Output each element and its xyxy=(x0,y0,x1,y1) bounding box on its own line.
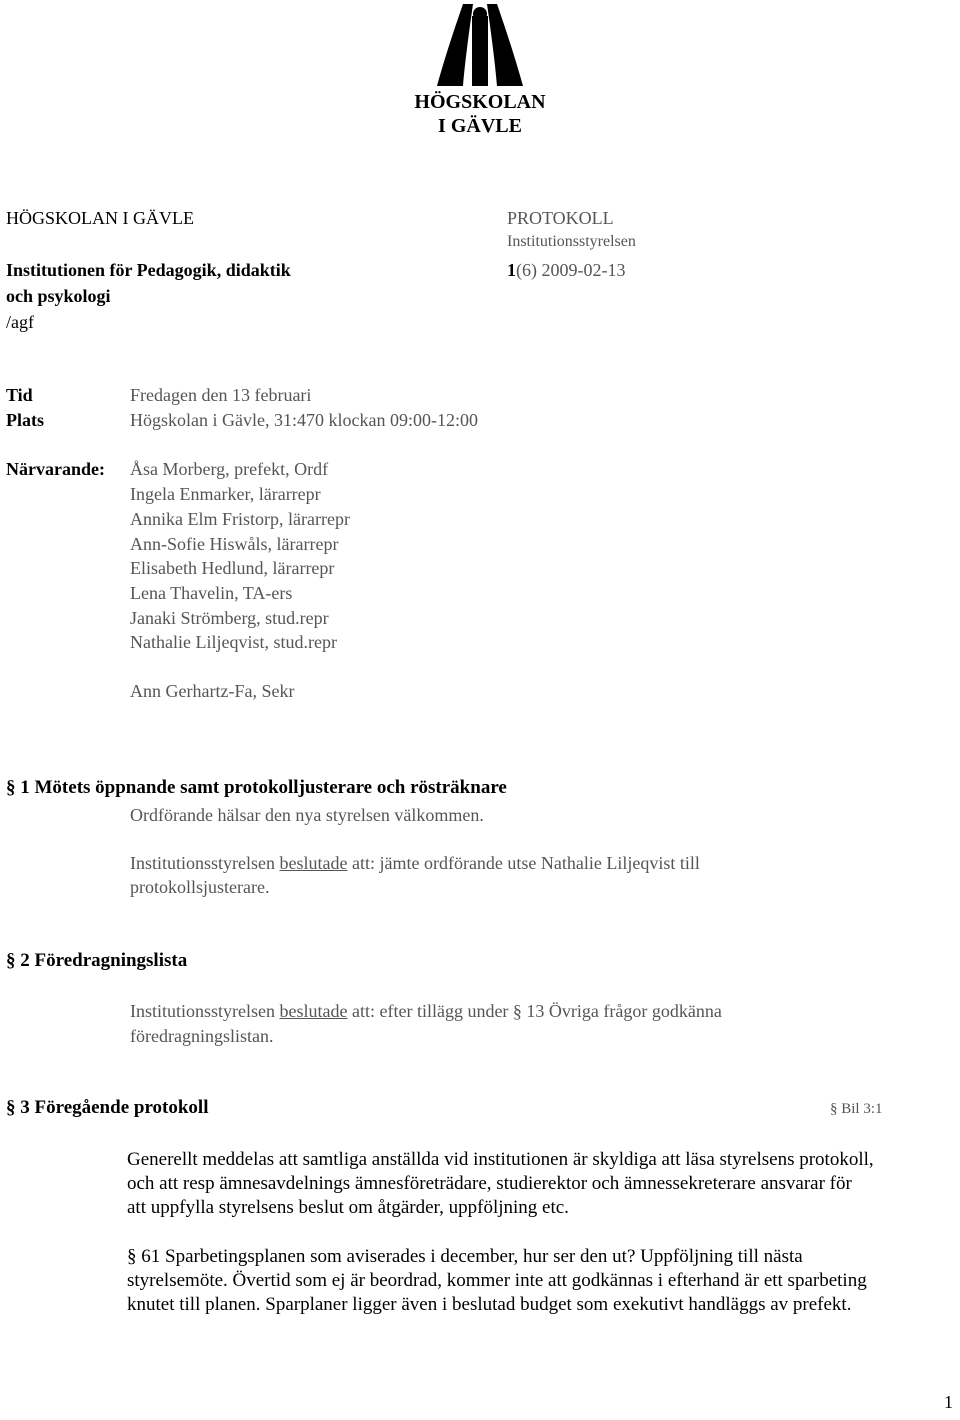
page-index: 1 xyxy=(507,260,516,280)
plats-label: Plats xyxy=(6,410,44,430)
department-line1: Institutionen för Pedagogik, didaktik xyxy=(6,260,291,280)
present-8: Nathalie Liljeqvist, stud.repr xyxy=(130,632,337,652)
section-3-paragraph-1-line-1: Generellt meddelas att samtliga anställda vid institutionen är skyldiga att läsa styrelsens protokoll, xyxy=(127,1149,874,1170)
present-2: Ingela Enmarker, lärarrepr xyxy=(130,484,321,504)
decision-body-prefix: Institutionsstyrelsen xyxy=(130,853,280,873)
section-1-decision xyxy=(130,851,700,875)
decision-body-prefix: Institutionsstyrelsen xyxy=(130,1001,280,1021)
university-logo-mark xyxy=(425,2,535,86)
present-5: Elisabeth Hedlund, lärarrepr xyxy=(130,558,335,578)
document-type: PROTOKOLL xyxy=(507,208,614,228)
section-3-paragraph-2-line-3: knutet till planen. Sparplaner ligger även i beslutad budget som exekutivt handläggs av prefekt. xyxy=(127,1294,852,1315)
section-3-paragraph-1-line-2: och att resp ämnesavdelnings ämnesföreträdare, studierektor och ämnessekreterare ansvarar för xyxy=(127,1173,852,1194)
section-2-decision-line2: föredragningslistan. xyxy=(130,1026,274,1046)
logo-text-line2: I GÄVLE xyxy=(438,115,522,137)
decision-keyword: beslutade xyxy=(279,1001,348,1021)
reference: /agf xyxy=(6,312,34,332)
present-3: Annika Elm Fristorp, lärarrepr xyxy=(130,509,350,529)
department-line2: och psykologi xyxy=(6,286,111,306)
board-name: Institutionsstyrelsen xyxy=(507,233,636,250)
section-1-heading: § 1 Mötets öppnande samt protokolljusterare och rösträknare xyxy=(6,777,507,798)
logo-text-line1: HÖGSKOLAN xyxy=(414,91,546,113)
present-4: Ann-Sofie Hiswåls, lärarrepr xyxy=(130,534,339,554)
present-1: Åsa Morberg, prefekt, Ordf xyxy=(130,459,329,479)
decision-text: att: jämte ordförande utse Nathalie Liljeqvist till xyxy=(347,853,700,873)
present-6: Lena Thavelin, TA-ers xyxy=(130,583,293,603)
section-3-paragraph-2-line-2: styrelsemöte. Övertid som ej är beordrad, kommer inte att godkännas i efterhand är ett sparbeting xyxy=(127,1270,867,1291)
section-3-paragraph-1-line-3: att uppfylla styrelsens beslut om åtgärder, uppföljning etc. xyxy=(127,1197,569,1218)
section-2-decision xyxy=(130,999,722,1023)
section-3-paragraph-2-line-1: § 61 Sparbetingsplanen som aviserades i december, hur ser den ut? Uppföljning till nästa xyxy=(127,1246,803,1267)
decision-text: att: efter tillägg under § 13 Övriga frågor godkänna xyxy=(347,1001,722,1021)
org-name: HÖGSKOLAN I GÄVLE xyxy=(6,208,194,228)
section-3-heading: § 3 Föregående protokoll xyxy=(6,1097,209,1118)
section-1-text-1: Ordförande hälsar den nya styrelsen välkommen. xyxy=(130,805,484,825)
attachment-reference: § Bil 3:1 xyxy=(830,1101,883,1117)
plats-value: Högskolan i Gävle, 31:470 klockan 09:00-12:00 xyxy=(130,410,478,430)
section-2-heading: § 2 Föredragningslista xyxy=(6,950,188,971)
page-date-text: (6) 2009-02-13 xyxy=(516,260,626,280)
page-date xyxy=(507,258,625,282)
page-number: 1 xyxy=(944,1392,953,1412)
present-label: Närvarande: xyxy=(6,459,105,479)
present-7: Janaki Strömberg, stud.repr xyxy=(130,608,329,628)
decision-keyword: beslutade xyxy=(279,853,348,873)
tid-value: Fredagen den 13 februari xyxy=(130,385,312,405)
secretary: Ann Gerhartz-Fa, Sekr xyxy=(130,681,295,701)
section-1-decision-line2: protokollsjusterare. xyxy=(130,877,270,897)
tid-label: Tid xyxy=(6,385,33,405)
